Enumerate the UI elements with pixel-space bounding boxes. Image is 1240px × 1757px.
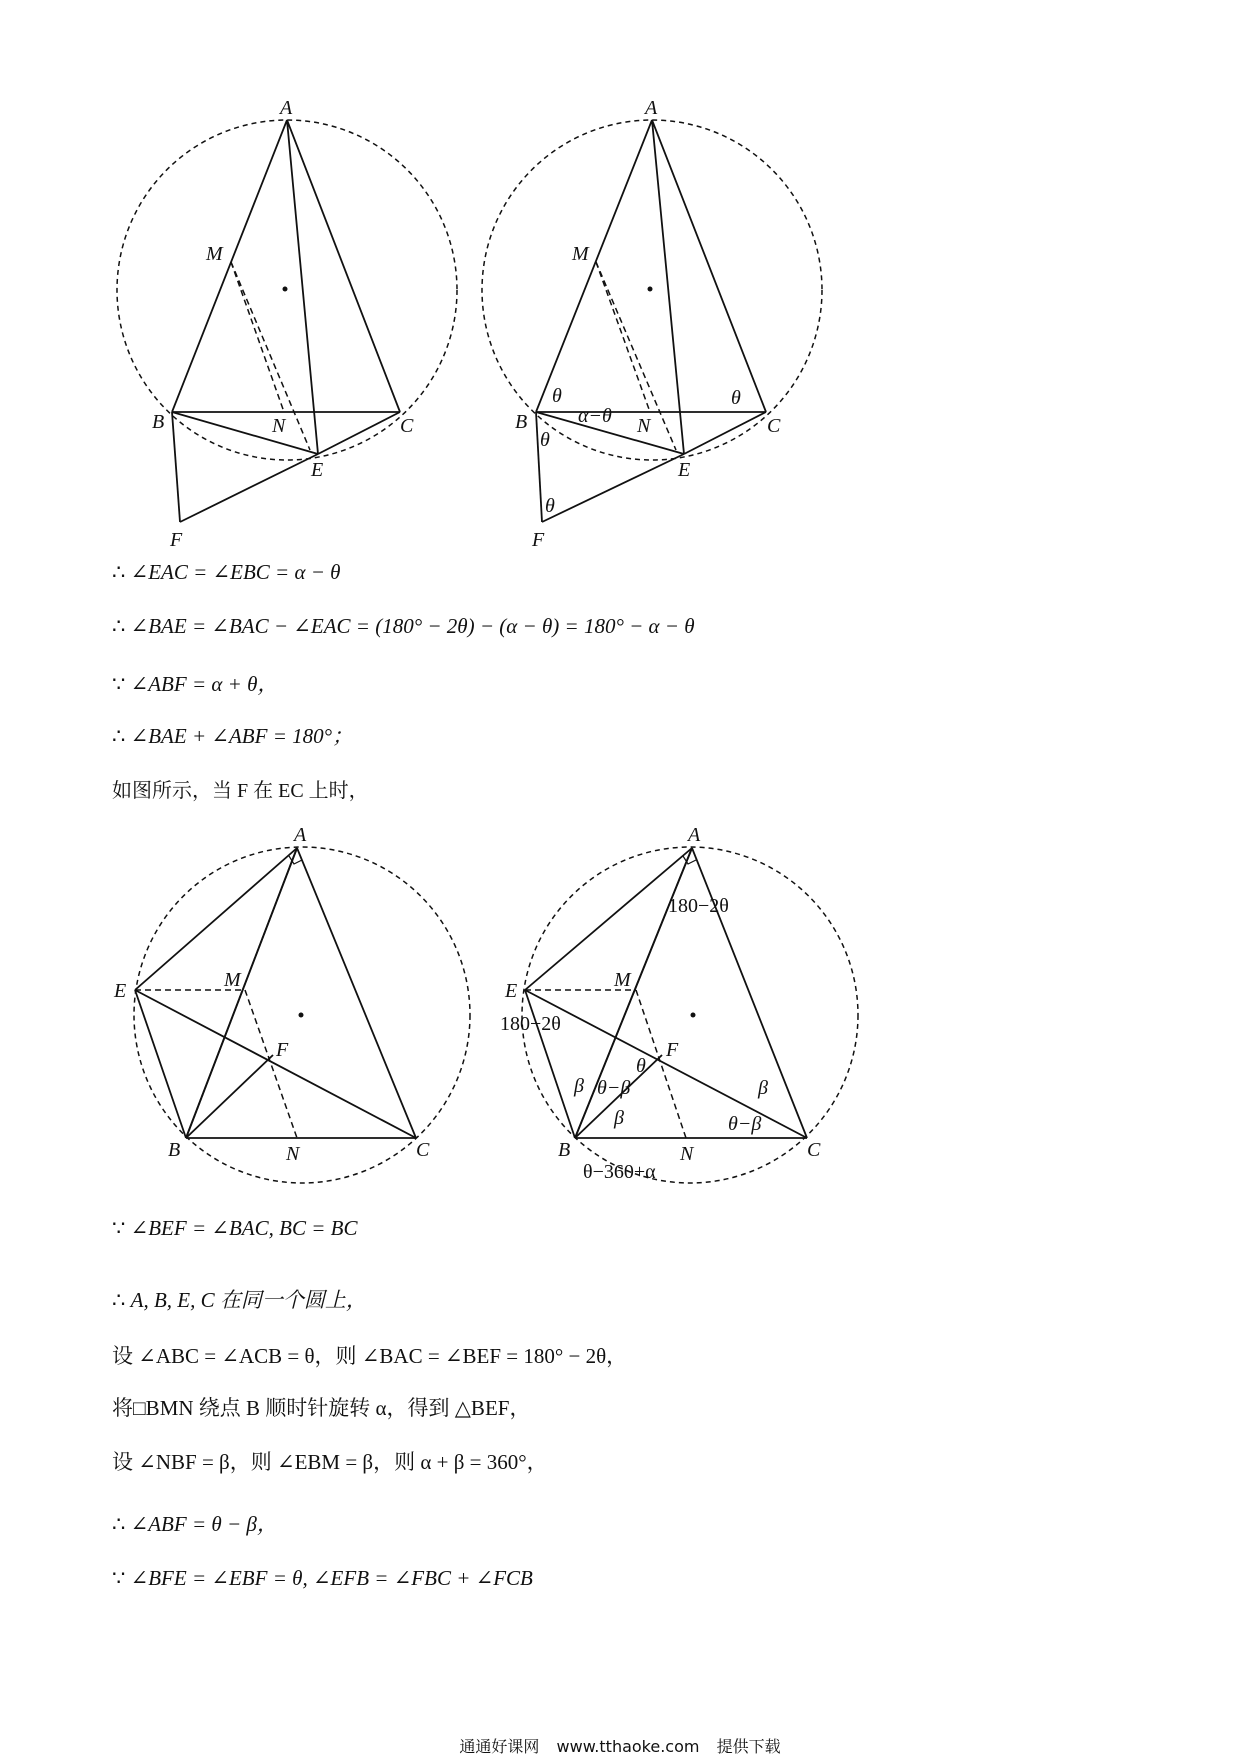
label-a: A — [280, 97, 293, 119]
angle-theta-c: θ — [731, 387, 741, 409]
proof-line-2 — [112, 614, 695, 639]
label-n: N — [272, 415, 286, 437]
proof-line-10 — [112, 1508, 278, 1538]
angle-beta-2: β — [614, 1107, 624, 1129]
label-b: B — [515, 411, 528, 433]
label-b: B — [558, 1139, 571, 1161]
proof-line-9 — [112, 1446, 548, 1476]
angle-theta-b-top: θ — [552, 385, 562, 407]
proof-line-3 — [112, 668, 278, 698]
proof-expression: ∠BAE + ∠ABF = 180°； — [130, 724, 354, 748]
proof-expression: 将□BMN 绕点 B 顺时针旋转 α，得到 △BEF， — [112, 1396, 531, 1420]
proof-symbol: ∵ — [112, 1216, 126, 1240]
footer-suffix: 提供下载 — [716, 1737, 781, 1756]
proof-expression: A, B, E, C 在同一个圆上， — [130, 1288, 367, 1312]
angle-alpha-minus-theta: α−θ — [578, 405, 612, 427]
proof-expression: ∠BAE = ∠BAC − ∠EAC = (180° − 2θ) − (α − θ) = 180° − α − θ — [130, 614, 695, 638]
proof-line-4 — [112, 720, 353, 750]
angle-b: θ−360+α — [583, 1161, 656, 1183]
angle-e-180-2theta: 180−2θ — [500, 1013, 561, 1035]
proof-line-1 — [112, 560, 341, 585]
label-c: C — [767, 415, 781, 437]
label-f: F — [170, 529, 183, 551]
label-a: A — [688, 824, 701, 846]
angle-theta-minus-beta-1: θ−β — [597, 1077, 631, 1099]
angle-theta-b-bottom: θ — [540, 429, 550, 451]
angle-a-180-2theta: 180−2θ — [668, 895, 729, 917]
label-e: E — [311, 459, 324, 481]
label-m: M — [614, 969, 631, 991]
proof-expression: ∠BEF = ∠BAC, BC = BC — [130, 1216, 358, 1240]
case-text: 如图所示，当 F 在 EC 上时， — [112, 780, 369, 802]
figure1-left — [100, 90, 420, 550]
proof-symbol: ∵ — [112, 1566, 126, 1590]
label-f: F — [666, 1039, 679, 1061]
proof-symbol: ∴ — [112, 560, 126, 584]
proof-line-11 — [112, 1566, 533, 1591]
angle-theta-f: θ — [545, 495, 555, 517]
label-e: E — [114, 980, 127, 1002]
label-m: M — [224, 969, 241, 991]
figure2-left — [100, 820, 460, 1200]
label-n: N — [680, 1143, 694, 1165]
label-c: C — [400, 415, 414, 437]
proof-expression: 设 ∠NBF = β，则 ∠EBM = β，则 α + β = 360°， — [112, 1450, 548, 1474]
proof-expression: ∠BFE = ∠EBF = θ, ∠EFB = ∠FBC + ∠FCB — [130, 1566, 533, 1590]
label-e: E — [678, 459, 691, 481]
proof-symbol: ∴ — [112, 1288, 126, 1312]
angle-beta-1: β — [574, 1075, 584, 1097]
label-n: N — [637, 415, 651, 437]
proof-symbol: ∴ — [112, 724, 126, 748]
proof-expression: ∠ABF = α + θ， — [130, 672, 279, 696]
proof-line-7 — [112, 1340, 627, 1370]
label-m: M — [206, 243, 223, 265]
angle-f-theta: θ — [636, 1055, 646, 1077]
label-f: F — [276, 1039, 289, 1061]
label-c: C — [416, 1139, 430, 1161]
label-c: C — [807, 1139, 821, 1161]
footer-url[interactable]: www.tthaoke.com — [556, 1737, 700, 1756]
label-f: F — [532, 529, 545, 551]
label-e: E — [505, 980, 518, 1002]
proof-line-8 — [112, 1392, 530, 1422]
label-n: N — [286, 1143, 300, 1165]
label-m: M — [572, 243, 589, 265]
label-a: A — [294, 824, 307, 846]
label-b: B — [168, 1139, 181, 1161]
proof-line-5 — [112, 1216, 357, 1241]
proof-expression: ∠EAC = ∠EBC = α − θ — [130, 560, 341, 584]
proof-symbol: ∴ — [112, 614, 126, 638]
footer-site-name: 通通好课网 — [459, 1737, 540, 1756]
label-a: A — [645, 97, 658, 119]
proof-expression: 设 ∠ABC = ∠ACB = θ，则 ∠BAC = ∠BEF = 180° − 2θ， — [112, 1344, 628, 1368]
figure1-right — [470, 90, 830, 550]
proof-symbol: ∵ — [112, 672, 126, 696]
angle-beta-3: β — [758, 1077, 768, 1099]
figure2-right — [490, 820, 880, 1200]
proof-line-6 — [112, 1284, 367, 1314]
proof-expression: ∠ABF = θ − β， — [130, 1512, 278, 1536]
proof-symbol: ∴ — [112, 1512, 126, 1536]
label-b: B — [152, 411, 165, 433]
angle-theta-minus-beta-2: θ−β — [728, 1113, 762, 1135]
